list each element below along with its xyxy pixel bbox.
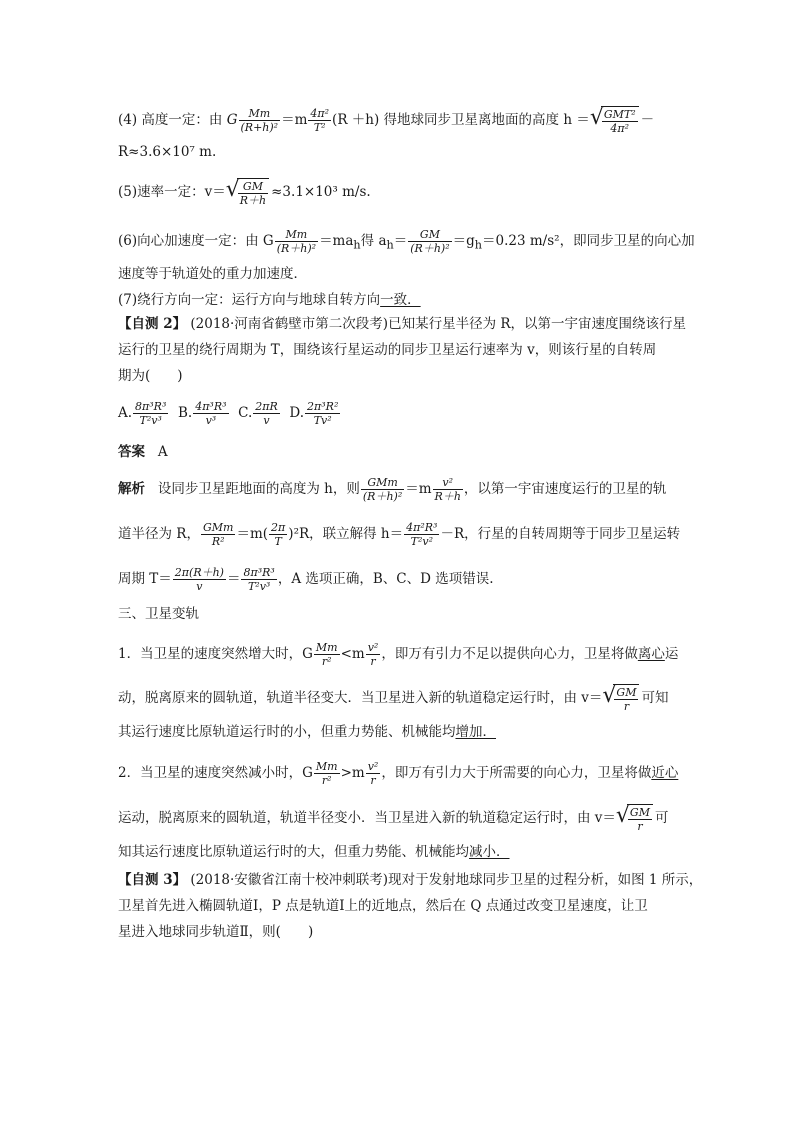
p6-line2: 速度等于轨道处的重力加速度． [118,266,307,282]
text: ≈3.1×10³ m/s. [271,184,371,200]
text: － [640,112,655,128]
p4-line1 [118,106,654,135]
p5-line [118,178,371,207]
c1-line1: 1．当卫星的速度突然增大时，G $\frac{Mm}{\text{r²}}$ <m $\frac{\text{v²}}{r}$ ，即万有引力不足以提供向心力，卫星将做离心运 [118,641,679,668]
text: (R ＋h) 得地球同步卫星离地面的高度 h ＝ [332,112,590,128]
fraction: $\frac{\text{v²}}{R+h}$ [434,476,461,503]
fraction [308,107,331,134]
subscript: h [386,238,394,252]
fraction [238,180,268,207]
answer-value: A [157,444,168,460]
sqrt [592,106,639,135]
p4-line2: R≈3.6×10⁷ m. [118,144,217,160]
option-b: B. $\frac{\text{4π³R³}}{\text{v³}}$ [177,400,227,427]
fraction: $\frac{\text{v²}}{r}$ [367,760,379,787]
text: ＝ma [319,233,354,249]
frac-num: 4π² [310,107,330,120]
c2-line3: 知其运行速度比原轨道运行时的大，但重力势能、机械能均减小． [118,844,510,860]
ex2-line2: 运行的卫星的绕行周期为 T，围绕该行星运动的同步卫星运行速率为 v，则该行星的自转周 [118,342,657,358]
fraction [602,108,638,135]
fraction: $\frac{2\pi(R+h)}{v}$ [174,566,224,593]
text: ＝m [281,112,308,128]
frac-den: (R+h)² [240,121,279,134]
underlined-answer: 增加． [455,724,496,740]
sqrt [228,178,269,207]
text: (7)绕行方向一定：运行方向与地球自转方向 [118,292,381,308]
section-title: 三、卫星变轨 [118,606,199,622]
frac-den: T² [313,121,326,134]
fraction [275,228,318,255]
c2-line1: 2．当卫星的速度突然减小时，G $\frac{Mm}{\text{r²}}$ >m $\frac{\text{v²}}{r}$ ，即万有引力大于所需要的向心力，卫星将做近心 [118,760,679,787]
frac-num: √ GM [238,180,268,194]
text: (4) 高度一定：由 [118,112,227,128]
frac-num: Mm [275,228,318,242]
subscript: h [474,238,483,252]
fraction [408,228,451,255]
text: ＝ [393,233,408,249]
c2-line2: 运动，脱离原来的圆轨道，轨道半径变小．当卫星进入新的轨道稳定运行时，由 v＝ √ $\frac{GM}{r}$ 可 [118,804,668,833]
underlined-answer: 近心 [651,765,679,781]
analysis-label: 解析 [118,481,145,497]
text: (2018·安徽省江南十校冲刺联考)现对于发射地球同步卫星的过程分析，如图 1 所示， [190,872,703,888]
ex2-analysis-line2: 道半径为 R， $\frac{\text{GMm}}{\text{R²}}$ ＝m( $\frac{2\pi}{T}$ )²R，联立解得 h＝ $\frac{\text{4π²R³}}{\text{T²v²}}$ －R，行星的自转周期等于同步卫星运转 [118,521,681,548]
exercise-tag: 【自测 3】 [118,872,187,888]
ex3-line3: 星进入地球同步轨道Ⅱ，则( ) [118,924,314,940]
text: ＝0.23 m/s²，即同步卫星的向心加 [482,233,695,249]
sqrt: √ $\frac{GM}{r}$ [618,804,653,833]
text: 设同步卫星距地面的高度为 h，则 [157,481,360,497]
fraction [239,107,281,134]
p6-line1 [118,228,695,256]
underlined-answer: 离心 [637,646,665,662]
underlined-answer: 减小． [469,844,510,860]
ex2-line3: 期为( ) [118,368,183,384]
frac-den: (R＋h)² [276,242,317,255]
frac-num: Mm [239,107,281,121]
answer-label: 答案 [118,444,145,460]
option-d: D. $\frac{\text{2π³R²}}{\text{Tv²}}$ [289,400,339,427]
text: 得 a [360,233,387,249]
frac-num: GM [408,228,451,242]
sqrt: √ $\frac{GM}{r}$ [604,684,639,713]
text: (5)速率一定：v＝ [118,184,226,200]
c1-line3: 其运行速度比原轨道运行时的小，但重力势能、机械能均增加． [118,724,496,740]
c1-line2: 动，脱离原来的圆轨道，轨道半径变大．当卫星进入新的轨道稳定运行时，由 v＝ √ $\frac{GM}{r}$ 可知 [118,684,668,713]
ex2-answer [118,442,168,462]
underlined-answer: 一致． [380,292,421,308]
ex2-analysis-line3: 周期 T＝ $\frac{2\pi(R+h)}{v}$ ＝ $\frac{\text{8π³R³}}{\text{T²v³}}$ ，A 选项正确，B、C、D 选项错误. [118,566,494,593]
fraction: $\frac{\text{v²}}{r}$ [367,641,379,668]
ex2-analysis-line1: 解析 设同步卫星距地面的高度为 h，则 $\frac{\text{GMm}}{\text{(R＋h)²}}$ ＝m $\frac{\text{v²}}{R+h}$ ，以第一宇宙速度运行的卫星的轨 [118,476,667,503]
ex2-line1 [118,314,686,334]
frac-num: √ GMT² [603,108,636,121]
option-c: C. $\frac{2\pi R}{v}$ [238,400,278,427]
fraction: $\frac{Mm}{\text{r²}}$ [315,760,338,787]
fraction: $\frac{2\pi}{T}$ [271,521,286,548]
option-a: A. $\frac{\text{8π³R³}}{\text{T²v³}}$ [118,400,167,427]
fraction: $\frac{\text{GMm}}{\text{(R＋h)²}}$ [362,476,403,503]
ex2-options [118,400,341,427]
subscript: h [353,238,361,252]
exercise-tag: 【自测 2】 [118,316,187,332]
frac-den: (R＋h)² [410,242,450,255]
text: (2018·河南省鹤壁市第二次段考)已知某行星半径为 R，以第一宇宙速度围绕该行星 [190,316,687,332]
text: ＝g [452,233,475,249]
fraction: $\frac{Mm}{\text{r²}}$ [315,641,338,668]
frac-den: R＋h [239,194,267,207]
text: (6)向心加速度一定：由 G [118,233,274,249]
p7-line [118,290,421,310]
fraction: $\frac{\text{4π²R³}}{\text{T²v²}}$ [406,521,438,548]
ex3-line2: 卫星首先进入椭圆轨道Ⅰ，P 点是轨道Ⅰ上的近地点，然后在 Q 点通过改变卫星速度，让卫 [118,898,648,914]
fraction: $\frac{\text{GMm}}{\text{R²}}$ [202,521,234,548]
text: G [226,112,238,128]
ex3-line1 [118,870,702,890]
frac-den: 4π² [610,122,630,135]
fraction: $\frac{\text{8π³R³}}{\text{T²v³}}$ [243,566,275,593]
